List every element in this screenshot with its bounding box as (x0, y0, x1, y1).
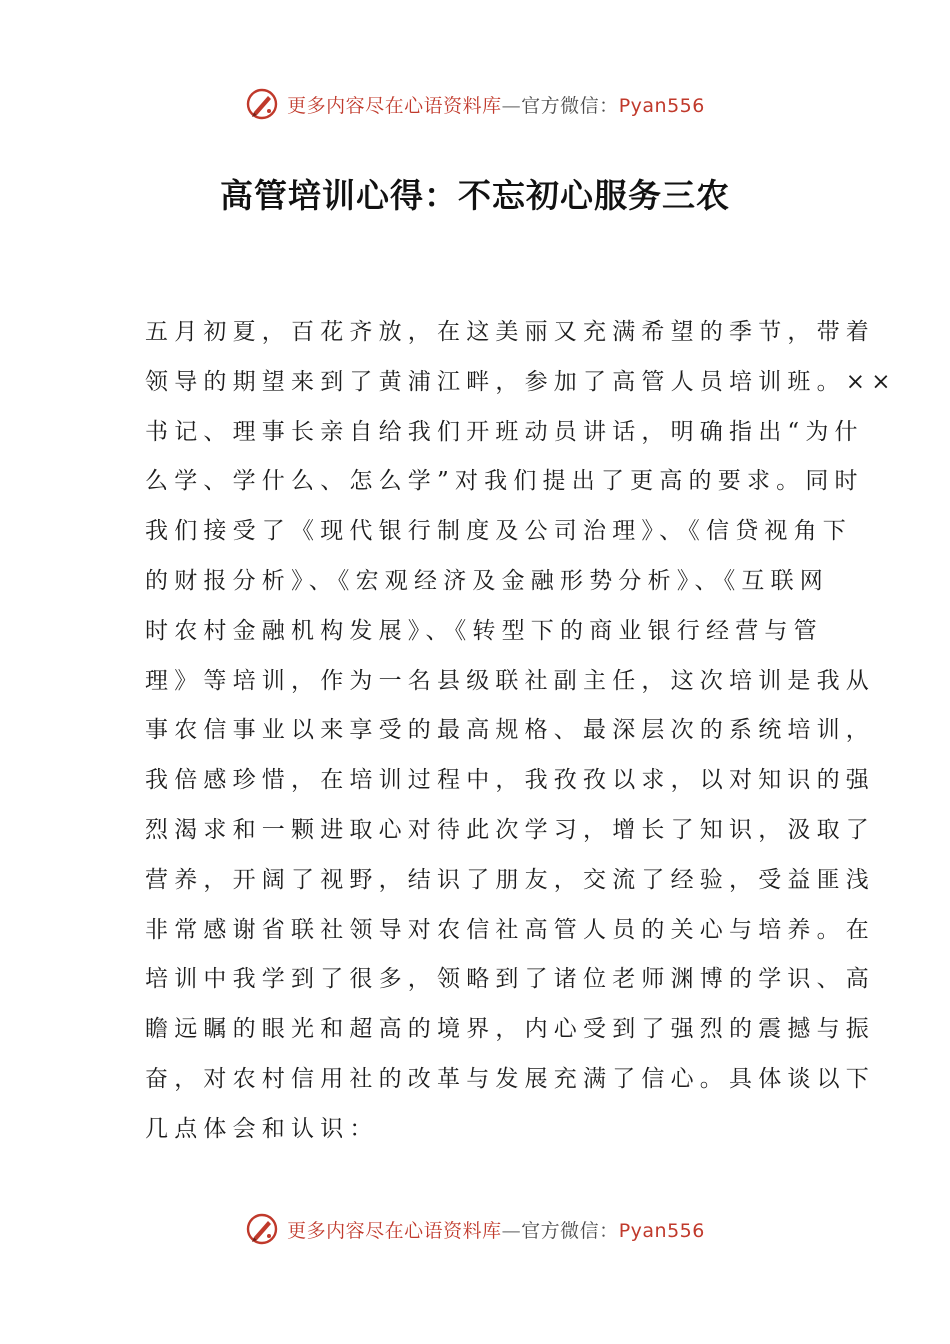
paragraph-line: 领导的期望来到了黄浦江畔，参加了高管人员培训班。×× (145, 368, 897, 395)
paragraph-line: 书记、理事长亲自给我们开班动员讲话，明确指出“为什 (145, 418, 864, 445)
pen-circle-logo-icon (245, 1212, 279, 1246)
paragraph-line: 的财报分析》、《宏观经济及金融形势分析》、《互联网 (145, 567, 829, 594)
paragraph-line: 瞻远瞩的眼光和超高的境界，内心受到了强烈的震撼与振 (145, 1016, 875, 1043)
paragraph-line: 奋，对农村信用社的改革与发展充满了信心。具体谈以下 (145, 1065, 875, 1092)
paragraph-line: 我倍感珍惜，在培训过程中，我孜孜以求，以对知识的强 (145, 767, 875, 794)
banner-text (287, 91, 705, 118)
document-body (145, 308, 897, 1155)
paragraph-line: 事农信事业以来享受的最高规格、最深层次的系统培训， (145, 717, 875, 744)
banner-wechat-id: Pyan556 (618, 1219, 705, 1242)
paragraph-line: 营养，开阔了视野，结识了朋友，交流了经验，受益匪浅 (145, 866, 875, 893)
paragraph-line: 五月初夏，百花齐放，在这美丽又充满希望的季节，带着 (145, 319, 875, 345)
paragraph-line: 么学、学什么、怎么学”对我们提出了更高的要求。同时 (145, 468, 864, 495)
header-banner (0, 84, 950, 124)
banner-wechat-label: 官方微信： (521, 94, 619, 117)
paragraph-line: 烈渴求和一颗进取心对待此次学习，增长了知识，汲取了 (145, 816, 875, 843)
banner-dash: — (501, 94, 522, 117)
paragraph-line: 几点体会和认识： (145, 1115, 379, 1142)
paragraph-line: 培训中我学到了很多，领略到了诸位老师渊博的学识、高 (145, 966, 875, 993)
banner-main-text: 更多内容尽在心语资料库 (287, 1219, 502, 1242)
paragraph-line: 非常感谢省联社领导对农信社高管人员的关心与培养。在 (145, 916, 875, 943)
banner-main-text: 更多内容尽在心语资料库 (287, 94, 502, 117)
banner-wechat-id: Pyan556 (618, 94, 705, 117)
paragraph-line: 我们接受了《现代银行制度及公司治理》、《信贷视角下 (145, 518, 852, 545)
pen-circle-logo-icon (245, 87, 279, 121)
paragraph-line: 时农村金融机构发展》、《转型下的商业银行经营与管 (145, 617, 823, 644)
paragraph-line: 理》等培训，作为一名县级联社副主任，这次培训是我从 (145, 667, 875, 694)
document-title: 高管培训心得：不忘初心服务三农 (220, 176, 730, 215)
banner-text (287, 1216, 705, 1243)
banner-dash: — (501, 1219, 522, 1242)
footer-banner (0, 1209, 950, 1249)
banner-wechat-label: 官方微信： (521, 1219, 619, 1242)
